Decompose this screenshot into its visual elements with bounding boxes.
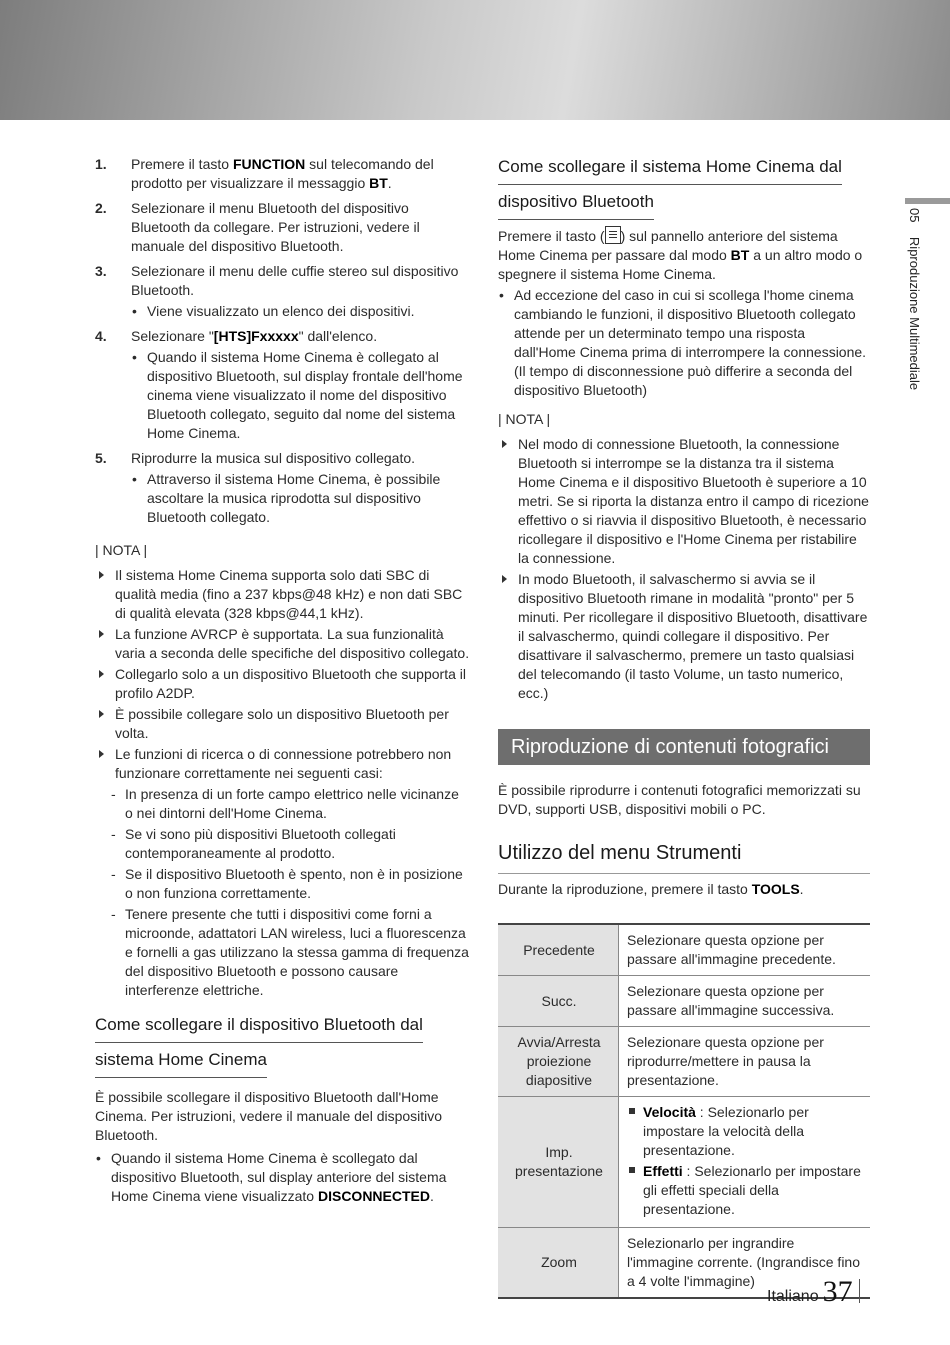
table-key: Zoom — [498, 1228, 619, 1299]
note-item: Il sistema Home Cinema supporta solo dati SBC di qualità media (fino a 237 kbps@48 kHz) e non dati SBC di qualità elevata (328 kbps@44,1 kHz). — [95, 566, 470, 623]
dash-item: - Se il dispositivo Bluetooth è spento, non è in posizione o non funziona correttamente. — [111, 866, 463, 901]
table-value: Selezionarlo per ingrandire l'immagine corrente. (Ingrandisce fino a 4 volte l'immagine) — [619, 1228, 871, 1299]
notes-list-right — [498, 435, 870, 703]
table-value: Selezionare questa opzione per riprodurre/mettere in pausa la presentazione. — [619, 1027, 871, 1097]
table-row — [498, 1027, 870, 1097]
note-item: Nel modo di connessione Bluetooth, la connessione Bluetooth si interrompe se la distanza tra il sistema Home Cinema e il dispositivo Bluetooth è superiore a 10 metri. Se si riporta la distanza entro il campo di ricezione effettivo o si riavvia il dispositivo Bluetooth, è necessario ricollegare il dispositivo e l'Home Cinema per ristabilire la connessione. — [498, 435, 870, 568]
note-item: Le funzioni di ricerca o di connessione potrebbero non funzionare correttamente nei seguenti casi: - In presenza di un forte campo elettrico nelle vicinanze o nei dintorni dell'Home Cinema. - Se vi sono più dispositivi Bluetooth collegati contemporaneamente al prodotto. - Se il dispositivo Bluetooth è spento, non è in posizione o non funziona correttamente. - Tenere presente che tutti i dispositivi come forni a microonde, adattatori LAN wireless, luci a fluorescenza e fornelli a gas utilizzano la stessa gamma di frequenza del dispositivo Bluetooth e possono causare interferenze elettriche. — [95, 745, 470, 1000]
table-sub-item: Effetti : Selezionarlo per impostare gli effetti speciali della presentazione. — [627, 1162, 864, 1219]
step-5-bullet: • Attraverso il sistema Home Cinema, è possibile ascoltare la musica riprodotta sul dispositivo Bluetooth collegato. — [131, 470, 470, 527]
note-item: Collegarlo solo a un dispositivo Bluetooth che supporta il profilo A2DP. — [95, 665, 470, 703]
triangle-bullet-icon — [502, 575, 507, 583]
footer-language: Italiano — [767, 1288, 819, 1305]
disconnect-system-paragraph: Premere il tasto ( ) sul pannello anteriore del sistema Home Cinema per passare dal modo BT a un altro modo o spegnere il sistema Home Cinema. — [498, 228, 863, 282]
table-value: Selezionare questa opzione per passare all'immagine precedente. — [619, 924, 871, 976]
dash-item: - Se vi sono più dispositivi Bluetooth collegati contemporaneamente al prodotto. — [111, 826, 396, 861]
right-column — [498, 155, 870, 1299]
page-footer — [767, 1275, 860, 1319]
divider — [498, 873, 870, 874]
table-value — [619, 1097, 871, 1228]
steps-list — [95, 155, 470, 527]
table-key: Precedente — [498, 924, 619, 976]
function-button-icon — [605, 226, 621, 244]
triangle-bullet-icon — [502, 440, 507, 448]
triangle-bullet-icon — [99, 630, 104, 638]
triangle-bullet-icon — [99, 750, 104, 758]
disconnect-system-bullet: • Ad eccezione del caso in cui si scollega l'home cinema cambiando le funzioni, il dispositivo Bluetooth collegato attende per un determinato tempo una risposta dall'Home Cinema prima di interrompere la connessione. (Il tempo di disconnessione può differire a seconda del dispositivo Bluetooth) — [498, 286, 870, 400]
step-1: 1. Premere il tasto FUNCTION sul telecomando del prodotto per visualizzare il messaggio BT. — [95, 156, 434, 191]
chapter-tab-marker — [905, 198, 950, 204]
triangle-bullet-icon — [99, 670, 104, 678]
dash-item: - Tenere presente che tutti i dispositivi come forni a microonde, adattatori LAN wireless, luci a fluorescenza e fornelli a gas utilizzano la stessa gamma di frequenza del dispositivo Bluetooth e possono causare interferenze elettriche. — [111, 906, 469, 998]
chapter-title: Riproduzione Multimediale — [907, 236, 922, 391]
tools-paragraph: Durante la riproduzione, premere il tasto TOOLS. — [498, 881, 804, 897]
table-key: Avvia/Arresta proiezione diapositive — [498, 1027, 619, 1097]
disconnect-bullet: • Quando il sistema Home Cinema è scollegato dal dispositivo Bluetooth, sul display anteriore del sistema Home Cinema viene visualizzato DISCONNECTED. — [95, 1149, 470, 1206]
square-bullet-icon — [629, 1167, 635, 1173]
nota-label: | NOTA | — [95, 542, 148, 558]
nota-label-right: | NOTA | — [498, 411, 551, 427]
table-sub-item: Velocità : Selezionarlo per impostare la velocità della presentazione. — [627, 1103, 864, 1160]
step-2: 2. Selezionare il menu Bluetooth del dispositivo Bluetooth da collegare. Per istruzioni, vedere il manuale del dispositivo Bluetooth. — [95, 200, 420, 254]
table-key: Succ. — [498, 976, 619, 1027]
note-item: È possibile collegare solo un dispositivo Bluetooth per volta. — [95, 705, 470, 743]
chapter-number: 05 — [907, 208, 922, 223]
triangle-bullet-icon — [99, 571, 104, 579]
step-3: 3. Selezionare il menu delle cuffie stereo sul dispositivo Bluetooth. • Viene visualizzato un elenco dei dispositivi. — [95, 262, 470, 321]
step-4-bullet: • Quando il sistema Home Cinema è collegato al dispositivo Bluetooth, sul display frontale dell'home cinema viene visualizzato il nome del dispositivo Bluetooth collegato, seguito dal nome del sistema Home Cinema. — [131, 348, 470, 443]
note-item: La funzione AVRCP è supportata. La sua funzionalità varia a seconda delle specifiche del dispositivo collegato. — [95, 625, 470, 663]
section-title-disconnect-system: Come scollegare il sistema Home Cinema dal dispositivo Bluetooth — [498, 150, 870, 220]
notes-list — [95, 566, 470, 1000]
section-banner-photo: Riproduzione di contenuti fotografici — [498, 729, 870, 765]
table-value: Selezionare questa opzione per passare all'immagine successiva. — [619, 976, 871, 1027]
dash-item: - In presenza di un forte campo elettrico nelle vicinanze o nei dintorni dell'Home Cinema. — [111, 786, 459, 821]
page-number: 37 — [822, 1275, 853, 1308]
tools-title: Utilizzo del menu Strumenti — [498, 842, 742, 864]
square-bullet-icon — [629, 1108, 635, 1114]
tools-table — [498, 923, 870, 1299]
side-chapter-label — [905, 208, 935, 448]
dash-list — [111, 785, 470, 1000]
header-banner — [0, 0, 950, 120]
table-key: Imp. presentazione — [498, 1097, 619, 1228]
step-4: 4. Selezionare "[HTS]Fxxxxx" dall'elenco. • Quando il sistema Home Cinema è collegato al dispositivo Bluetooth, sul display frontale dell'home cinema viene visualizzato il nome del dispositivo Bluetooth collegato, seguito dal nome del sistema Home Cinema. — [95, 327, 470, 443]
step-3-bullet: • Viene visualizzato un elenco dei dispositivi. — [131, 302, 470, 321]
triangle-bullet-icon — [99, 710, 104, 718]
photo-paragraph: È possibile riprodurre i contenuti fotografici memorizzati su DVD, supporti USB, dispositivi mobili o PC. — [498, 782, 861, 817]
note-item: In modo Bluetooth, il salvaschermo si avvia se il dispositivo Bluetooth rimane in modalità "pronto" per 5 minuti. Per ricollegare il dispositivo Bluetooth, disattivare il salvaschermo, quindi collegare il dispositivo. Per disattivare il salvaschermo, premere un tasto qualsiasi del telecomando (il tasto Volume, un tasto numerico, ecc.) — [498, 570, 870, 703]
table-row — [498, 1097, 870, 1228]
footer-divider — [859, 1279, 860, 1303]
section-title-disconnect-device: Come scollegare il dispositivo Bluetooth dal sistema Home Cinema — [95, 1008, 470, 1078]
disconnect-paragraph: È possibile scollegare il dispositivo Bluetooth dall'Home Cinema. Per istruzioni, vedere il manuale del dispositivo Bluetooth. — [95, 1089, 443, 1143]
table-row — [498, 976, 870, 1027]
step-5: 5. Riprodurre la musica sul dispositivo collegato. • Attraverso il sistema Home Cinema, è possibile ascoltare la musica riprodotta sul dispositivo Bluetooth collegato. — [95, 449, 470, 527]
left-column — [95, 155, 470, 1210]
table-row — [498, 924, 870, 976]
